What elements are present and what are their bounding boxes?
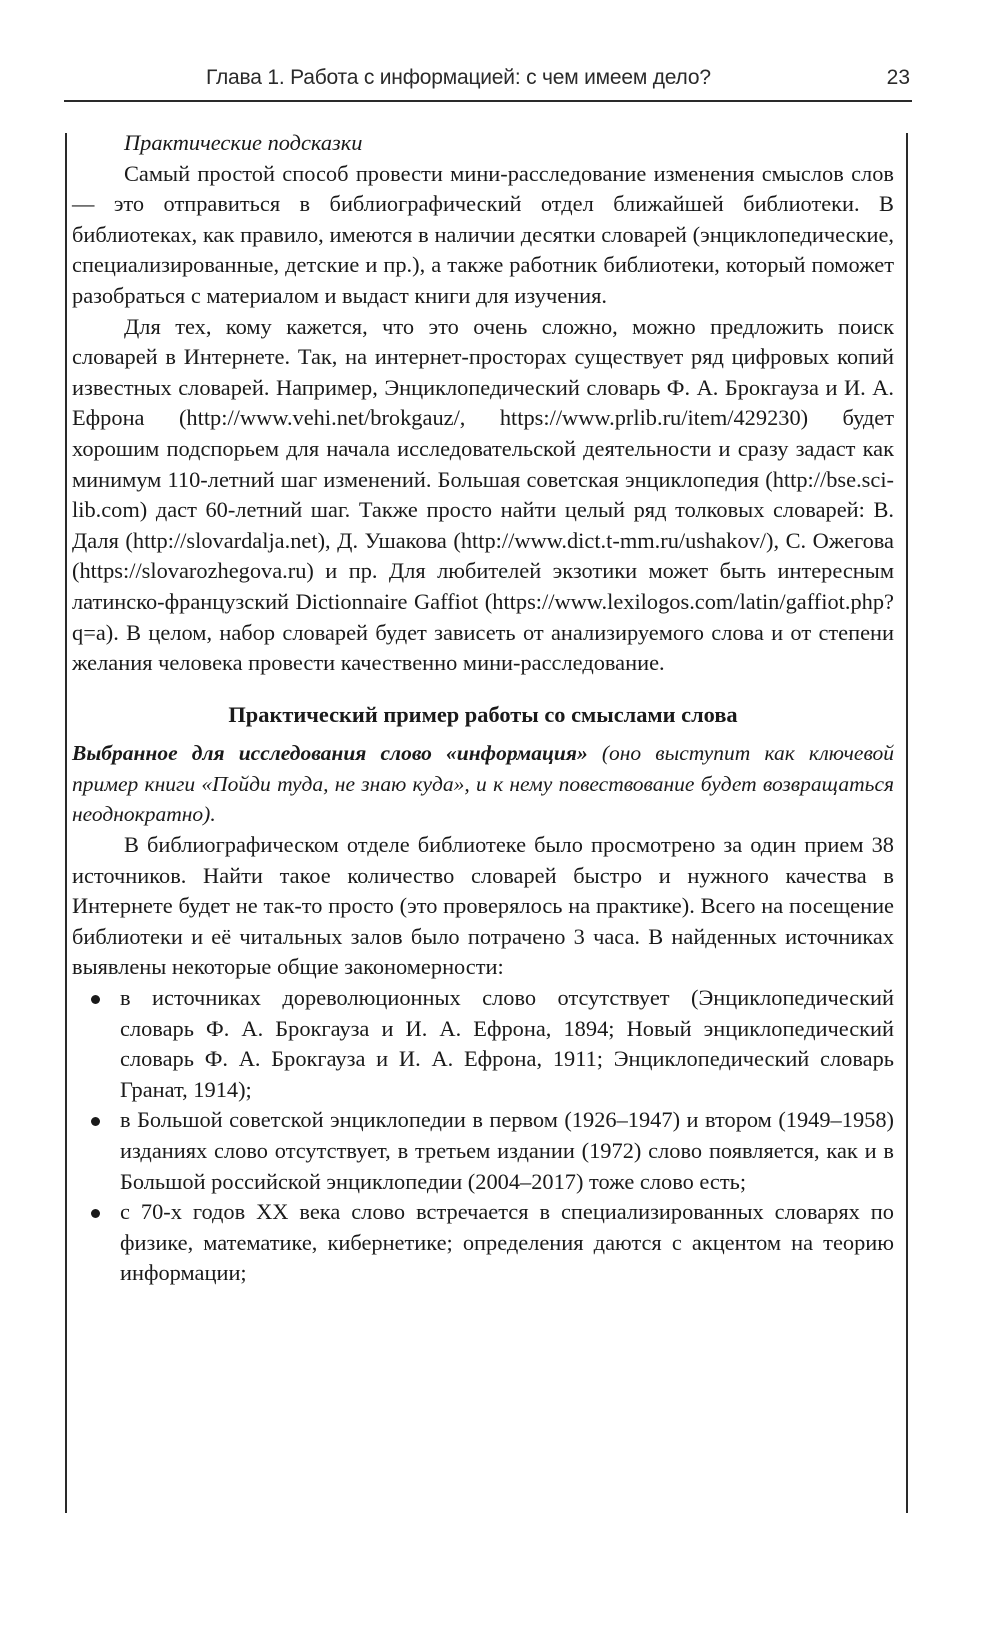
example-lead	[72, 738, 894, 830]
hints-title: Практические подсказки	[124, 130, 363, 155]
bullet-icon	[91, 1117, 100, 1126]
sidebar-rule-left	[65, 133, 67, 1513]
chapter-title: Глава 1. Работа с информацией: с чем имеем дело?	[206, 66, 711, 89]
bullet-icon	[91, 1209, 100, 1218]
page-body	[72, 128, 894, 1289]
list-item	[72, 1197, 894, 1289]
example-paragraph: В библиографическом отделе библиотеке было просмотрено за один прием 38 источников. Найти такое количество словарей быстро и нужного качества в Интернете будет не так-то просто (это проверялось на практике). Всего на посещение библиотеки и её читальных залов было потрачено 3 часа. В найденных источниках выявлены некоторые общие закономерности:	[72, 832, 894, 980]
header-rule	[64, 100, 912, 102]
example-lead-rest: (оно выступит как ключевой пример книги «Пойди туда, не знаю куда», и к нему повествование будет возвращаться неоднократно).	[72, 741, 894, 827]
sidebar-rule-right	[906, 133, 908, 1513]
hints-paragraph-2: Для тех, кому кажется, что это очень сложно, можно предложить поиск словарей в Интернете. Так, на интернет-просторах существует ряд цифровых копий известных словарей. Например, Энциклопедический словарь Ф. А. Брокгауза и И. А. Ефрона (http://www.vehi.net/brokgauz/, https://www.prlib.ru/item/429230) будет хорошим подспорьем для начала исследовательской деятельности и сразу задаст как минимум 110-летний шаг изменений. Большая советская энциклопедия (http://bse.sci-lib.com) даст 60-летний шаг. Также просто найти целый ряд толковых словарей: В. Даля (http://slovardalja.net), Д. Ушакова (http://www.dict.t-mm.ru/ushakov/), С. Ожегова (https://slovarozhegova.ru) и пр. Для любителей экзотики может быть интересным латинско-французский Dictionnaire Gaffiot (https://www.lexilogos.com/latin/gaffiot.php?q=a). В целом, набор словарей будет зависеть от анализируемого слова и от степени желания человека провести качественно мини-расследование.	[72, 313, 894, 676]
list-item	[72, 1105, 894, 1197]
list-item-text: с 70-х годов XX века слово встречается в специализированных словарях по физике, математике, кибернетике; определения даются с акцентом на теорию информации;	[120, 1199, 894, 1286]
example-lead-bold: Выбранное для исследования слово «информация»	[72, 741, 588, 766]
list-item-text: в источниках дореволюционных слово отсутствует (Энциклопедический словарь Ф. А. Брокгауза и И. А. Ефрона, 1894; Новый энциклопедический словарь Ф. А. Брокгауза и И. А. Ефрона, 1911; Энциклопедический словарь Гранат, 1914);	[120, 985, 894, 1102]
section-heading: Практический пример работы со смыслами слова	[228, 701, 738, 727]
hints-paragraph-1: Самый простой способ провести мини-расследование изменения смыслов слов — это отправиться в библиографический отдел ближайшей библиотеки. В библиотеках, как правило, имеются в наличии десятки словарей (энциклопедические, специализированные, детские и пр.), а также работник библиотеки, который поможет разобраться с материалом и выдаст книги для изучения.	[72, 160, 894, 308]
page-number: 23	[886, 66, 910, 89]
list-item	[72, 983, 894, 1105]
bullet-icon	[91, 995, 100, 1004]
findings-list	[72, 983, 894, 1289]
running-head	[64, 62, 912, 98]
list-item-text: в Большой советской энциклопедии в первом (1926–1947) и втором (1949–1958) изданиях слово отсутствует, в третьем издании (1972) слово появляется, как и в Большой российской энциклопедии (2004–2017) тоже слово есть;	[120, 1107, 894, 1194]
